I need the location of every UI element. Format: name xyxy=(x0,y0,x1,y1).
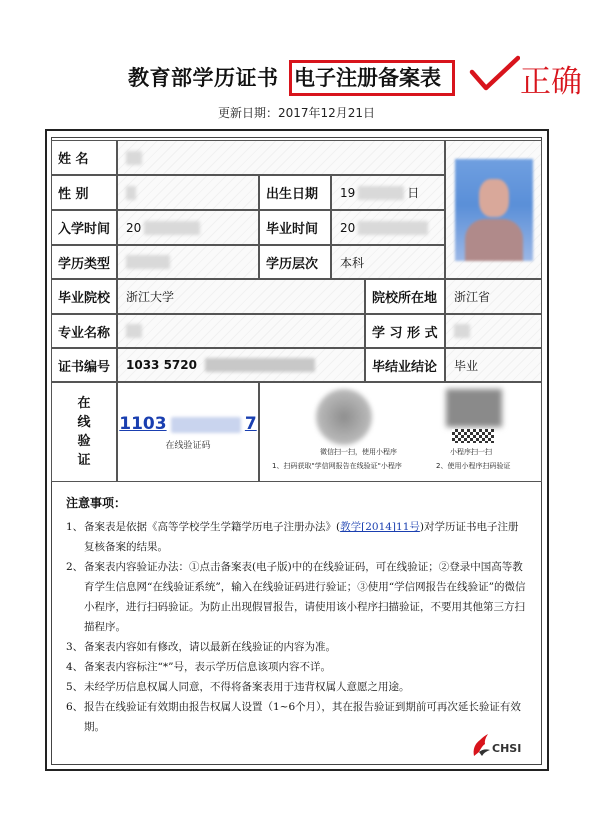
school-location-value: 浙江省 xyxy=(445,279,542,314)
birth-value xyxy=(331,175,445,210)
redacted-name xyxy=(126,151,142,165)
title-area xyxy=(0,60,593,104)
redacted-birth xyxy=(358,186,404,200)
gender-label: 性 别 xyxy=(51,175,117,210)
redacted-study-form xyxy=(454,324,470,338)
notes-title: 注意事项： xyxy=(66,496,127,510)
note-text: 备案表内容标注“*”号，表示学历信息该项内容不详。 xyxy=(84,661,331,673)
page-title-highlight: 电子注册备案表 xyxy=(294,66,441,90)
wechat-caption: 微信扫一扫，使用小程序 xyxy=(320,448,397,456)
regulation-link[interactable]: 教学[2014]11号 xyxy=(340,521,420,533)
student-photo xyxy=(455,159,533,261)
note-number: 3、 xyxy=(66,641,84,653)
edu-type-value xyxy=(117,245,259,279)
verify-label-char: 证 xyxy=(77,453,91,468)
note-item xyxy=(66,677,526,697)
redacted-verify-code xyxy=(171,417,241,433)
note-item xyxy=(66,637,526,657)
conclusion-value: 毕业 xyxy=(445,348,542,382)
study-form-value xyxy=(445,314,542,348)
verify-code-suffix[interactable]: 7 xyxy=(244,413,257,434)
study-form-label: 学 习 形 式 xyxy=(365,314,445,348)
info-table xyxy=(51,140,542,382)
chsi-bird-icon xyxy=(470,732,492,758)
redacted-enroll xyxy=(144,221,200,235)
school-location-label: 院校所在地 xyxy=(365,279,445,314)
qr-cell xyxy=(259,382,542,482)
note-number: 1、 xyxy=(66,521,84,533)
name-label: 姓 名 xyxy=(51,140,117,175)
cert-number-prefix: 1033 5720 xyxy=(126,358,197,372)
redacted-cert-number xyxy=(205,358,315,372)
note-item xyxy=(66,557,526,637)
note-text: 备案表内容验证办法：①点击备案表(电子版)中的在线验证码，可在线验证；②登录中国高等教育学生信息网“在线验证系统”，输入在线验证码进行验证；③使用“学信网报告在线验证”的微信小程序，进行扫码验证。为防止出现假冒报告，请使用该小程序扫描验证，不要用其他第三方扫描程序。 xyxy=(84,561,526,633)
page-title-prefix: 教育部学历证书 xyxy=(128,66,279,90)
name-value xyxy=(117,140,445,175)
school-value: 浙江大学 xyxy=(117,279,365,314)
redacted-edu-type xyxy=(126,255,170,269)
chsi-logo xyxy=(470,732,530,758)
note-number: 2、 xyxy=(66,561,84,573)
note-number: 5、 xyxy=(66,681,84,693)
verify-code-caption: 在线验证码 xyxy=(165,440,211,451)
note-number: 6、 xyxy=(66,701,84,713)
checkmark-icon xyxy=(468,54,520,94)
note-text: 备案表内容如有修改，请以最新在线验证的内容为准。 xyxy=(84,641,336,653)
birth-label: 出生日期 xyxy=(259,175,331,210)
birth-suffix: 日 xyxy=(407,186,420,200)
school-label: 毕业院校 xyxy=(51,279,117,314)
note-item xyxy=(66,517,526,557)
verify-code-cell xyxy=(117,382,259,482)
note-text: 报告在线验证有效期由报告权属人设置（1~6个月），其在报告验证到期前可再次延长验证有效期。 xyxy=(84,701,521,733)
major-value xyxy=(117,314,365,348)
blurred-image xyxy=(446,389,502,427)
cert-number-label: 证书编号 xyxy=(51,348,117,382)
grad-time-prefix: 20 xyxy=(340,220,356,235)
edu-level-label: 学历层次 xyxy=(259,245,331,279)
enroll-value xyxy=(117,210,259,245)
note-text: 未经学历信息权属人同意，不得将备案表用于违背权属人意愿之用途。 xyxy=(84,681,410,693)
wechat-qr-code[interactable] xyxy=(316,389,372,445)
birth-prefix: 19 xyxy=(340,185,356,200)
enroll-prefix: 20 xyxy=(126,220,142,235)
miniprogram-qr-code[interactable] xyxy=(452,429,494,443)
redacted-grad-time xyxy=(358,221,428,235)
mini-caption: 小程序扫一扫 xyxy=(450,448,492,456)
redacted-major xyxy=(126,324,142,338)
grad-time-value xyxy=(331,210,445,245)
gender-value xyxy=(117,175,259,210)
notes-section xyxy=(66,494,526,737)
note-number: 4、 xyxy=(66,661,84,673)
verify-label-char: 在 xyxy=(77,396,91,411)
verify-label-char: 线 xyxy=(77,415,91,430)
edu-level-value: 本科 xyxy=(331,245,445,279)
correct-annotation: 正确 xyxy=(520,64,582,100)
chsi-logo-text: CHSI xyxy=(492,742,522,755)
note-text: )对学历证书电子注册复核备案的结果。 xyxy=(84,521,519,553)
conclusion-label: 毕结业结论 xyxy=(365,348,445,382)
grad-time-label: 毕业时间 xyxy=(259,210,331,245)
redacted-gender xyxy=(126,186,136,200)
verify-code-link[interactable]: 1103 xyxy=(119,413,167,434)
update-date: 更新日期：2017年12月21日 xyxy=(217,106,376,120)
online-verify-row xyxy=(51,382,542,482)
step2-note: 2、使用小程序扫码验证 xyxy=(436,462,511,470)
photo-cell xyxy=(445,140,542,279)
major-label: 专业名称 xyxy=(51,314,117,348)
note-text: 备案表是依据《高等学校学生学籍学历电子注册办法》( xyxy=(84,521,341,533)
cert-number-value xyxy=(117,348,365,382)
note-item xyxy=(66,697,526,737)
verify-label-char: 验 xyxy=(77,434,91,449)
note-item xyxy=(66,657,526,677)
step1-note: 1、扫码获取"学信网报告在线验证"小程序 xyxy=(272,462,402,470)
edu-type-label: 学历类型 xyxy=(51,245,117,279)
online-verify-label xyxy=(51,382,117,482)
enroll-label: 入学时间 xyxy=(51,210,117,245)
